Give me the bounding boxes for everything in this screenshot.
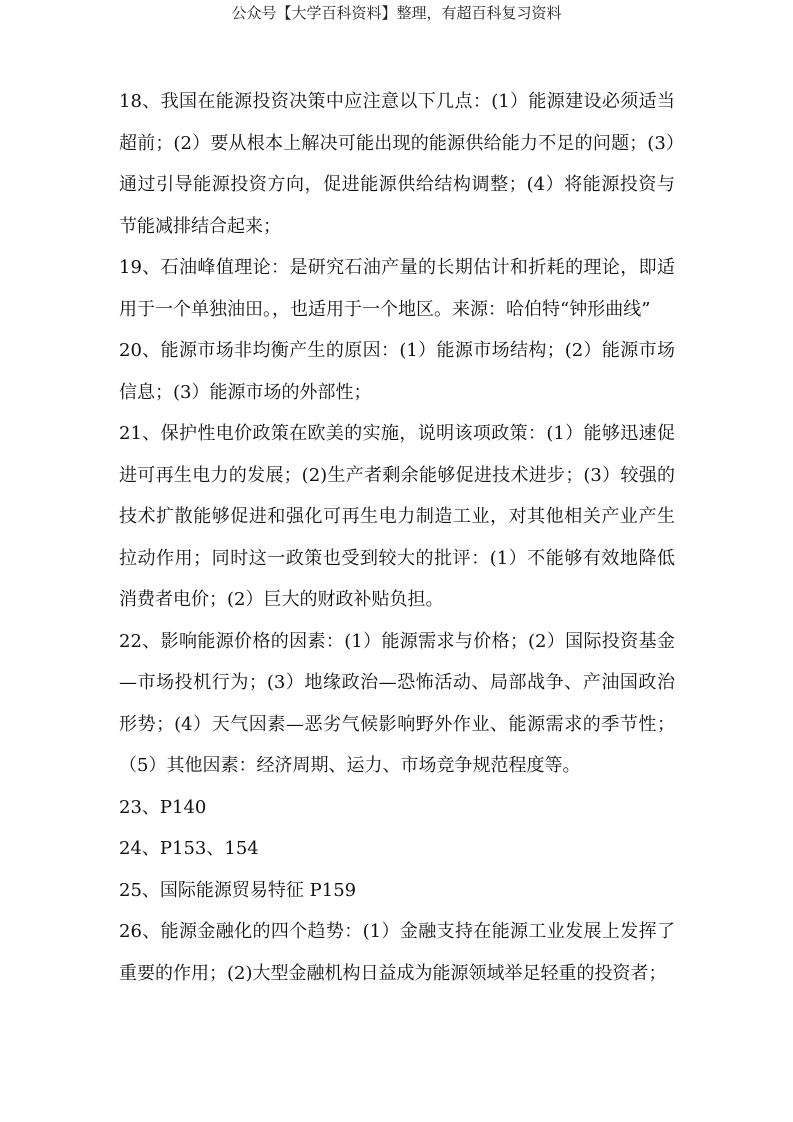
paragraph-24: 24、P153、154 xyxy=(119,838,259,859)
paragraph-21: 21、保护性电价政策在欧美的实施，说明该项政策：(1）能够迅速促进可再生电力的发展；(2)生产者剩余能够促进技术进步；(3）较强的技术扩散能够促进和强化可再生电力制造工业，对其他相关产业产生拉动作用；同时这一政策也受到较大的批评：(1）不能够有效地降低消费者电价；(2）巨大的财政补贴负担。 xyxy=(119,423,675,610)
paragraph-22: 22、影响能源价格的因素：(1）能源需求与价格；(2）国际投资基金—市场投机行为；(3）地缘政治—恐怖活动、局部战争、产油国政治形势；(4）天气因素—恶劣气候影响野外作业、能源需求的季节性；（5）其他因素：经济周期、运力、市场竞争规范程度等。 xyxy=(119,630,675,776)
paragraph-20: 20、能源市场非均衡产生的原因：(1）能源市场结构；(2）能源市场信息；(3）能源市场的外部性； xyxy=(119,340,675,403)
page-header: 公众号【大学百科资料】整理，有超百科复习资料 xyxy=(231,4,562,22)
paragraph-19: 19、石油峰值理论：是研究石油产量的长期估计和折耗的理论，即适用于一个单独油田。，也适用于一个地区。来源：哈伯特“钟形曲线” xyxy=(119,257,675,320)
paragraph-23: 23、P140 xyxy=(119,796,207,818)
document-body xyxy=(119,81,675,994)
paragraph-18: 18、我国在能源投资决策中应注意以下几点：(1）能源建设必须适当超前；(2）要从根本上解决可能出现的能源供给能力不足的问题；(3）通过引导能源投资方向，促进能源供给结构调整；(4）将能源投资与节能减排结合起来； xyxy=(119,91,675,237)
paragraph-25: 25、国际能源贸易特征 P159 xyxy=(119,879,357,901)
paragraph-26: 26、能源金融化的四个趋势：(1）金融支持在能源工业发展上发挥了重要的作用；(2)大型金融机构日益成为能源领域举足轻重的投资者； xyxy=(119,921,675,984)
